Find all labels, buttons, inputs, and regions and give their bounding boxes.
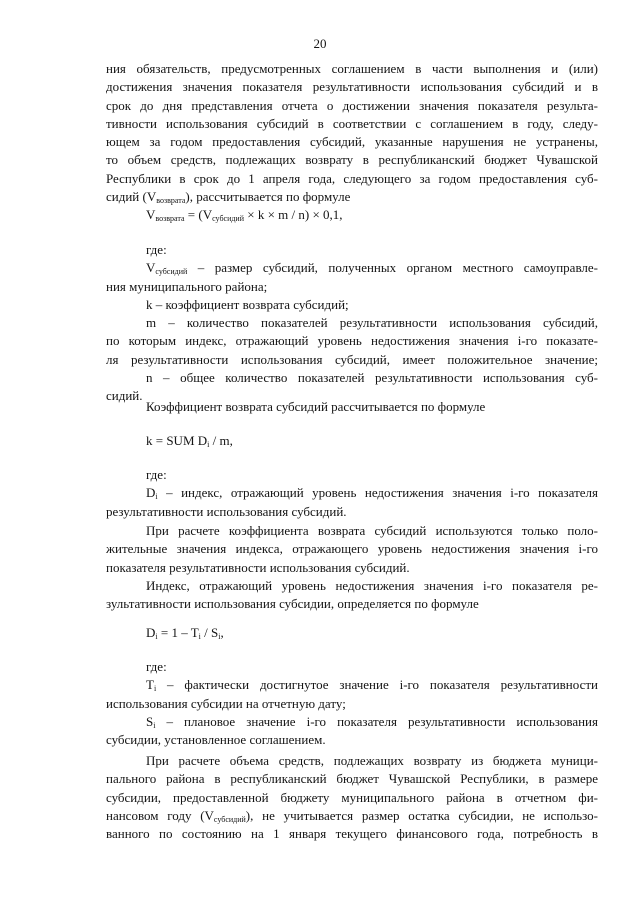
formula-return-volume: Vвозврата = (Vсубсидий × k × m / n) × 0,1, [146,207,343,223]
page-number: 20 [313,36,327,51]
text-line: ния муниципального района; [106,278,268,294]
definition-m: m – количество показателей результативности использования субсидий, [146,315,598,331]
text-line: ющем за годом предоставления субсидий, указанные нарушения не устранены, [106,134,598,150]
text-line: сидий (Vвозврата), рассчитывается по формуле [106,189,351,206]
text-line: Индекс, отражающий уровень недостижения значения i-го показателя ре- [146,577,598,593]
definition-si: Si – плановое значение i-го показателя результативности использования [146,713,598,730]
definition-k: k – коэффициент возврата субсидий; [146,296,349,312]
definitions-formula2 [106,466,598,521]
text-line: ванного по состоянию на 1 января текущего финансового года, потребность в [106,826,598,842]
text-line: При расчете объема средств, подлежащих возврату из бюджета муници- [146,753,598,768]
text-line: зультативности использования субсидии, определяется по формуле [106,596,479,612]
text-line: нансовом году (Vсубсидий), не учитывается размер остатка субсидии, не использо- [106,807,598,824]
where-label: где: [146,659,167,674]
definitions-formula3 [106,658,598,749]
text-line: результативности использования субсидий. [106,503,347,519]
text-line: достижения значения показателя результативности использования субсидий и в [106,79,598,95]
text-line: субсидии, предоставленной бюджету муниципального района в отчетном фи- [106,789,598,805]
paragraph-positive-values [106,522,598,613]
text-line: сидий. [106,388,143,404]
coefficient-heading: Коэффициент возврата субсидий рассчитывается по формуле [146,399,486,414]
definition-di: Di – индекс, отражающий уровень недостижения значения i-го показателя [146,485,598,502]
where-label: где: [146,242,167,257]
text-line: При расчете коэффициента возврата субсидий используются только поло- [146,523,598,538]
formula-index: Di = 1 – Ti / Si, [146,625,224,641]
definition-ti: Ti – фактически достигнутое значение i-го показателя результативности [146,677,598,694]
intro-paragraph [106,60,598,206]
text-line: жительные значения индекса, отражающего уровень недостижения значения i-го [106,541,598,557]
text-line: по которым индекс, отражающий уровень недостижения значения i-го показате- [106,333,598,349]
final-paragraph [106,752,598,843]
definitions-formula1 [106,241,598,406]
definition-n: n – общее количество показателей результативности использования суб- [146,370,598,386]
text-line: показателя результативности использования субсидий. [106,559,410,575]
text-line: ля результативности использования субсидий, имеет положительное значение; [106,351,598,367]
text-line: срок до дня представления отчета о достижении значения показателя результа- [106,97,598,113]
text-line: тивности использования субсидий в соответствии с соглашением в году, следу- [106,115,598,131]
text-line: субсидии, установленное соглашением. [106,732,326,748]
definition-v-subsidies: Vсубсидий – размер субсидий, полученных органом местного самоуправле- [146,260,598,277]
text-line: использования субсидии на отчетную дату; [106,695,346,711]
text-line: пального района в республиканский бюджет Чувашской Республики, в размере [106,771,598,787]
formula-coefficient: k = SUM Di / m, [146,433,233,449]
where-label: где: [146,467,167,482]
text-line: Республики в срок до 1 апреля года, следующего за годом предоставления суб- [106,170,598,186]
text-line: ния обязательств, предусмотренных соглашением в части выполнения и (или) [106,61,598,76]
text-line: то объем средств, подлежащих возврату в республиканский бюджет Чувашской [106,152,598,168]
